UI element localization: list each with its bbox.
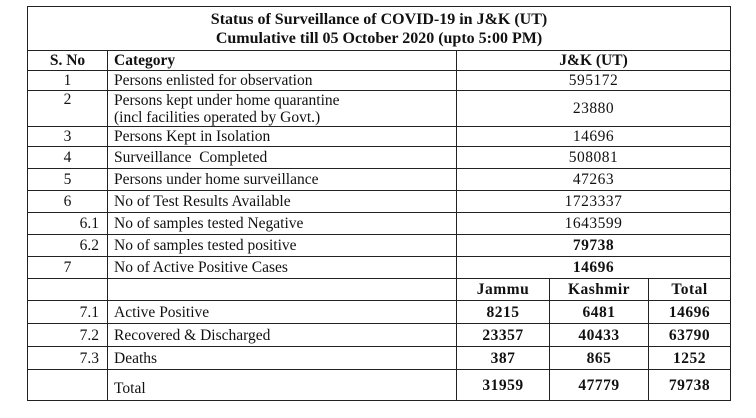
table-row (28, 71, 731, 91)
header-sno: S. No (28, 51, 108, 71)
row-category: Persons under home surveillance (108, 169, 457, 191)
row-value: 23880 (457, 91, 731, 127)
row-kashmir-value: 40433 (550, 324, 649, 347)
split-header-row (28, 279, 731, 301)
table-row (28, 91, 731, 127)
row-category: No of Test Results Available (108, 191, 457, 213)
header-row (28, 51, 731, 71)
header-category: Category (108, 51, 457, 71)
table-row (28, 191, 731, 213)
row-sno: 7.3 (28, 347, 108, 370)
table-row (28, 213, 731, 235)
row-sno: 7.2 (28, 324, 108, 347)
header-region: J&K (UT) (457, 51, 731, 71)
row-value: 595172 (457, 71, 731, 91)
table-row (28, 347, 731, 370)
header-jammu: Jammu (457, 279, 550, 301)
header-kashmir: Kashmir (550, 279, 649, 301)
table-row (28, 257, 731, 279)
row-value: 508081 (457, 147, 731, 169)
row-category: Persons enlisted for observation (108, 71, 457, 91)
row-kashmir-value: 6481 (550, 301, 649, 324)
total-row (28, 370, 731, 401)
row-sno: 6.1 (28, 213, 108, 235)
row-jammu-value: 23357 (457, 324, 550, 347)
table-row (28, 127, 731, 147)
row-sno: 1 (28, 71, 108, 91)
row-category (108, 91, 457, 127)
table-row (28, 235, 731, 257)
row-sno: 7 (28, 257, 108, 279)
split-header-blank-sno (28, 279, 108, 301)
row-category: Recovered & Discharged (108, 324, 457, 347)
row-sno: 2 (28, 91, 108, 127)
row-category: Total (108, 370, 457, 401)
row-category: Deaths (108, 347, 457, 370)
row-sno: 7.1 (28, 301, 108, 324)
table-row (28, 169, 731, 191)
row-category: No of samples tested Negative (108, 213, 457, 235)
title-line-1: Status of Surveillance of COVID-19 in J&K (UT) (210, 11, 548, 28)
title-row (28, 7, 731, 51)
row-sno: 3 (28, 127, 108, 147)
row-kashmir-value: 865 (550, 347, 649, 370)
row-value: 1723337 (457, 191, 731, 213)
row-category: Persons Kept in Isolation (108, 127, 457, 147)
row-value: 14696 (457, 257, 731, 279)
row-sno: 4 (28, 147, 108, 169)
row-jammu-value: 31959 (457, 370, 550, 401)
table-row (28, 324, 731, 347)
table-row (28, 147, 731, 169)
title-line-2: Cumulative till 05 October 2020 (upto 5:00 PM) (215, 30, 543, 47)
row-total-value: 63790 (649, 324, 731, 347)
row-category: No of samples tested positive (108, 235, 457, 257)
row-sno: 6.2 (28, 235, 108, 257)
row-jammu-value: 8215 (457, 301, 550, 324)
row-sno: 6 (28, 191, 108, 213)
row-category: Active Positive (108, 301, 457, 324)
table-row (28, 301, 731, 324)
split-header-blank-category (108, 279, 457, 301)
row-sno: 5 (28, 169, 108, 191)
row-total-value: 14696 (649, 301, 731, 324)
table-title (28, 7, 731, 51)
row-total-value: 1252 (649, 347, 731, 370)
header-total: Total (649, 279, 731, 301)
row-value: 1643599 (457, 213, 731, 235)
row-value: 79738 (457, 235, 731, 257)
row-category: No of Active Positive Cases (108, 257, 457, 279)
row-value: 14696 (457, 127, 731, 147)
row-category: Surveillance Completed (108, 147, 457, 169)
row-category-line-2: (incl facilities operated by Govt.) (114, 108, 321, 126)
row-category-line-1: Persons kept under home quarantine (114, 91, 340, 109)
row-sno (28, 370, 108, 401)
row-value: 47263 (457, 169, 731, 191)
row-total-value: 79738 (649, 370, 731, 401)
covid-status-table-wrapper (27, 6, 730, 401)
covid-status-table (27, 6, 731, 401)
row-jammu-value: 387 (457, 347, 550, 370)
row-kashmir-value: 47779 (550, 370, 649, 401)
